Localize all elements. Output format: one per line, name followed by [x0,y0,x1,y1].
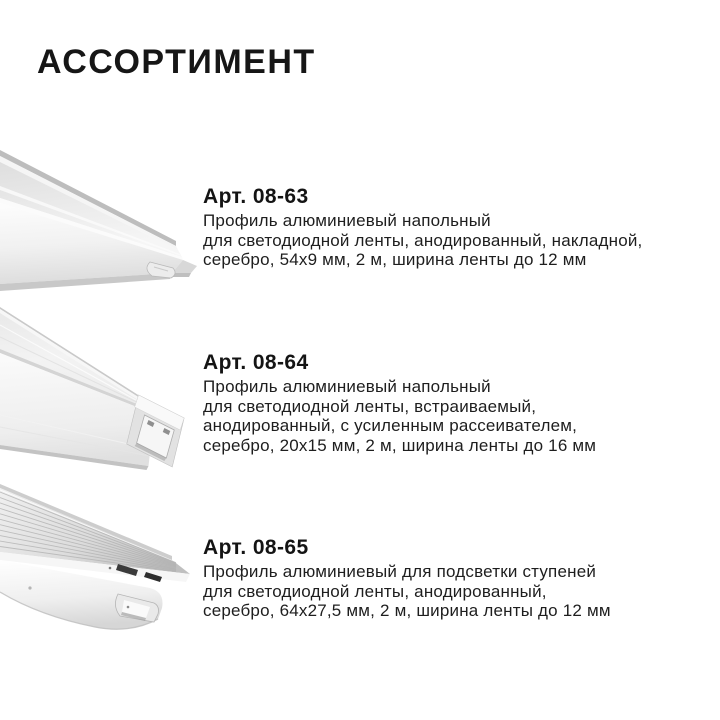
product-photo-stair-profile [0,476,200,654]
description-line: для светодиодной ленты, встраиваемый, [203,396,537,416]
description-line: серебро, 64x27,5 мм, 2 м, ширина ленты до 12 мм [203,601,611,620]
box-profile-illustration [0,303,198,473]
article-number: Арт. 08-63 [203,185,309,208]
description-line: Профиль алюминиевый для подсветки ступеней [203,562,597,581]
description-line: серебро, 54x9 мм, 2 м, ширина ленты до 12 мм [203,250,587,269]
description-line: серебро, 20x15 мм, 2 м, ширина ленты до 16 мм [203,435,597,455]
description-line: Профиль алюминиевый напольный [203,211,491,230]
product-photo-flat-floor-profile [0,140,200,302]
product-card-08-64 [203,352,708,455]
description-line: для светодиодной ленты, анодированный, накладной, [203,230,643,250]
stair-profile-illustration [0,476,200,654]
description-line: Профиль алюминиевый напольный [203,377,491,396]
product-card-08-63 [203,186,708,270]
description-line: для светодиодной ленты, анодированный, [203,581,547,601]
article-number: Арт. 08-65 [203,536,309,559]
product-photo-box-profile [0,303,198,473]
product-card-08-65 [203,537,708,621]
flat-profile-illustration [0,140,200,302]
article-number: Арт. 08-64 [203,351,309,374]
page-title: АССОРТИМЕНТ [37,43,316,81]
description-line: анодированный, с усиленным рассеивателем, [203,416,578,435]
